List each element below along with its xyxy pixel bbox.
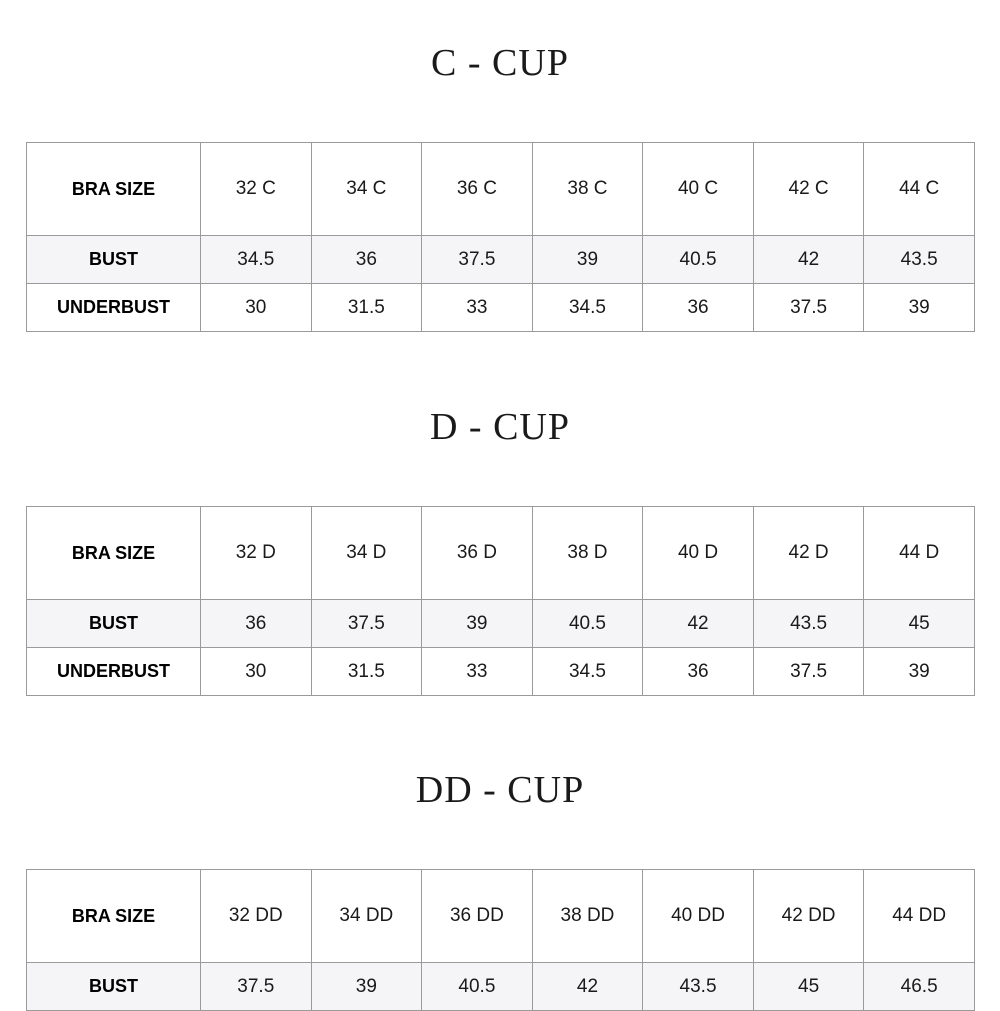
- bust-cell: 36: [201, 600, 312, 648]
- underbust-cell: 30: [201, 284, 312, 332]
- bust-cell: 39: [532, 236, 643, 284]
- size-cell: 42 DD: [753, 870, 864, 963]
- bust-cell: 40.5: [532, 600, 643, 648]
- underbust-cell: 36: [643, 648, 754, 696]
- bust-cell: 36: [311, 236, 422, 284]
- bust-cell: 39: [311, 963, 422, 1011]
- size-cell: 42 C: [753, 143, 864, 236]
- underbust-cell: 31.5: [311, 284, 422, 332]
- table-row-underbust: [27, 648, 975, 696]
- section-title-dd-cup: DD - CUP: [415, 769, 585, 811]
- row-label-bra-size: BRA SIZE: [27, 507, 201, 600]
- table-row-bra-size: [27, 870, 975, 963]
- section-title-d-cup: D - CUP: [429, 406, 571, 448]
- size-cell: 34 C: [311, 143, 422, 236]
- underbust-cell: 33: [422, 648, 533, 696]
- row-label-underbust: UNDERBUST: [27, 648, 201, 696]
- bust-cell: 42: [532, 963, 643, 1011]
- row-label-bust: BUST: [27, 236, 201, 284]
- underbust-cell: 34.5: [532, 284, 643, 332]
- size-cell: 34 DD: [311, 870, 422, 963]
- bust-cell: 45: [753, 963, 864, 1011]
- bust-cell: 46.5: [864, 963, 975, 1011]
- table-row-bust: [27, 963, 975, 1011]
- size-cell: 44 C: [864, 143, 975, 236]
- size-cell: 36 C: [422, 143, 533, 236]
- size-cell: 44 DD: [864, 870, 975, 963]
- bust-cell: 39: [422, 600, 533, 648]
- row-label-bust: BUST: [27, 600, 201, 648]
- table-row-bra-size: [27, 507, 975, 600]
- bust-cell: 37.5: [311, 600, 422, 648]
- table-row-bust: [27, 600, 975, 648]
- size-cell: 36 D: [422, 507, 533, 600]
- underbust-cell: 37.5: [753, 284, 864, 332]
- size-cell: 36 DD: [422, 870, 533, 963]
- size-cell: 32 C: [201, 143, 312, 236]
- bust-cell: 43.5: [643, 963, 754, 1011]
- bust-cell: 43.5: [753, 600, 864, 648]
- bust-cell: 42: [753, 236, 864, 284]
- underbust-cell: 34.5: [532, 648, 643, 696]
- size-cell: 44 D: [864, 507, 975, 600]
- bust-cell: 34.5: [201, 236, 312, 284]
- dd-cup-size-table: [26, 869, 975, 1011]
- bust-cell: 42: [643, 600, 754, 648]
- section-title-c-cup: C - CUP: [431, 42, 569, 84]
- size-cell: 32 D: [201, 507, 312, 600]
- bust-cell: 45: [864, 600, 975, 648]
- size-cell: 34 D: [311, 507, 422, 600]
- row-label-underbust: UNDERBUST: [27, 284, 201, 332]
- row-label-bust: BUST: [27, 963, 201, 1011]
- size-cell: 32 DD: [201, 870, 312, 963]
- bust-cell: 40.5: [422, 963, 533, 1011]
- bust-cell: 40.5: [643, 236, 754, 284]
- underbust-cell: 36: [643, 284, 754, 332]
- row-label-bra-size: BRA SIZE: [27, 870, 201, 963]
- underbust-cell: 39: [864, 284, 975, 332]
- bust-cell: 37.5: [201, 963, 312, 1011]
- size-cell: 40 DD: [643, 870, 754, 963]
- table-row-bust: [27, 236, 975, 284]
- size-cell: 40 C: [643, 143, 754, 236]
- bust-cell: 37.5: [422, 236, 533, 284]
- c-cup-size-table: [26, 142, 975, 332]
- table-row-bra-size: [27, 143, 975, 236]
- size-cell: 38 C: [532, 143, 643, 236]
- size-cell: 40 D: [643, 507, 754, 600]
- size-cell: 38 D: [532, 507, 643, 600]
- row-label-bra-size: BRA SIZE: [27, 143, 201, 236]
- underbust-cell: 37.5: [753, 648, 864, 696]
- underbust-cell: 33: [422, 284, 533, 332]
- size-cell: 42 D: [753, 507, 864, 600]
- size-cell: 38 DD: [532, 870, 643, 963]
- underbust-cell: 31.5: [311, 648, 422, 696]
- table-row-underbust: [27, 284, 975, 332]
- bust-cell: 43.5: [864, 236, 975, 284]
- underbust-cell: 39: [864, 648, 975, 696]
- underbust-cell: 30: [201, 648, 312, 696]
- d-cup-size-table: [26, 506, 975, 696]
